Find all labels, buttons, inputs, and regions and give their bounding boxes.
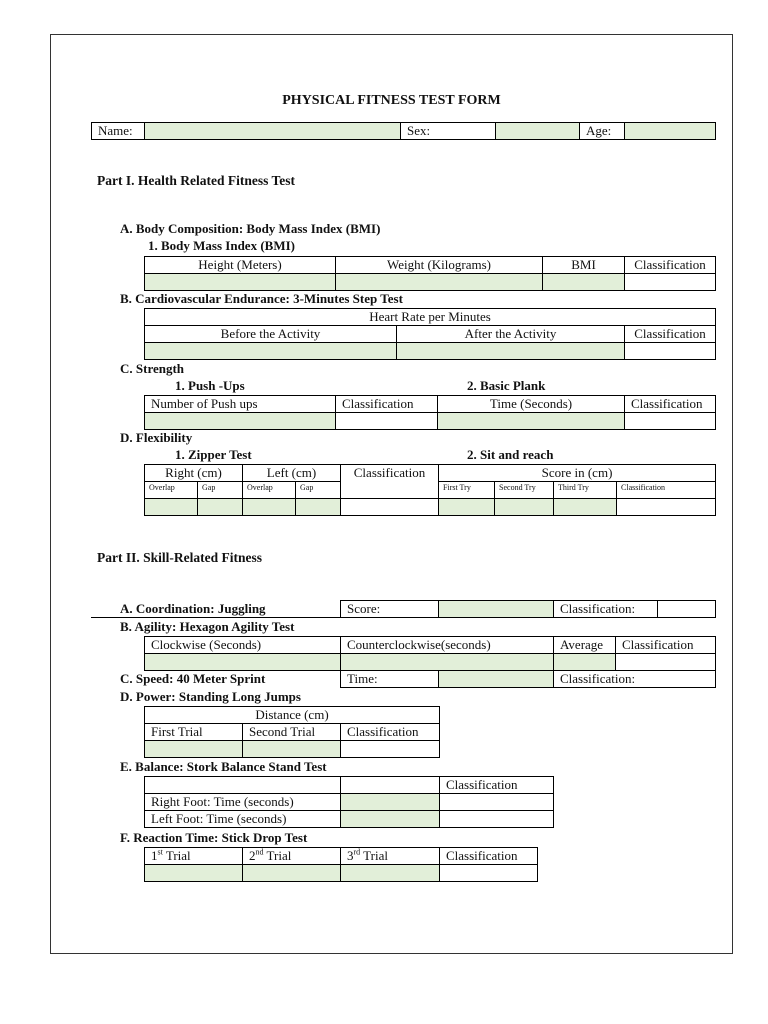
sprint-time-label: Time: xyxy=(341,671,439,688)
cardio-col-after: After the Activity xyxy=(397,326,625,343)
agility-col-average: Average xyxy=(554,637,616,654)
part2-title: Part II. Skill-Related Fitness xyxy=(97,550,262,565)
bmi-col-bmi: BMI xyxy=(543,257,625,274)
sit-reach-classification-input[interactable] xyxy=(617,499,716,516)
plank-subtitle: 2. Basic Plank xyxy=(467,378,546,393)
bmi-classification-input[interactable] xyxy=(625,274,716,291)
agility-classification-input[interactable] xyxy=(616,654,716,671)
sprint-time-input[interactable] xyxy=(439,671,554,688)
bmi-section-title: A. Body Composition: Body Mass Index (BMI) xyxy=(120,221,381,236)
age-field[interactable] xyxy=(625,123,716,140)
left-foot-time-input[interactable] xyxy=(341,811,440,828)
left-overlap-label: Overlap xyxy=(243,482,296,499)
sprint-classification-label: Classification: xyxy=(554,671,716,688)
flexibility-table xyxy=(144,464,716,516)
agility-col-clockwise: Clockwise (Seconds) xyxy=(145,637,341,654)
strength-col-plank-classification: Classification xyxy=(625,396,716,413)
power-col-second-trial: Second Trial xyxy=(243,724,341,741)
first-try-label: First Try xyxy=(439,482,495,499)
strength-section-title: C. Strength xyxy=(120,361,185,376)
bmi-input[interactable] xyxy=(543,274,625,291)
bmi-col-classification: Classification xyxy=(625,257,716,274)
strength-col-pushups-classification: Classification xyxy=(336,396,438,413)
part1-title: Part I. Health Related Fitness Test xyxy=(97,173,295,188)
agility-section-title: B. Agility: Hexagon Agility Test xyxy=(120,619,295,634)
bmi-table xyxy=(144,256,716,291)
first-try-input[interactable] xyxy=(439,499,495,516)
zipper-classification-header: Classification xyxy=(341,465,439,499)
cardio-col-classification: Classification xyxy=(625,326,716,343)
reaction-classification-input[interactable] xyxy=(440,865,538,882)
reaction-third-trial-input[interactable] xyxy=(341,865,440,882)
right-foot-classification-input[interactable] xyxy=(440,794,554,811)
coordination-underline xyxy=(91,617,340,618)
right-foot-label: Right Foot: Time (seconds) xyxy=(145,794,341,811)
juggling-classification-input[interactable] xyxy=(658,601,716,618)
third-try-input[interactable] xyxy=(554,499,617,516)
name-label: Name: xyxy=(92,123,145,140)
weight-input[interactable] xyxy=(336,274,543,291)
zipper-right-header: Right (cm) xyxy=(145,465,243,482)
first-trial-input[interactable] xyxy=(145,741,243,758)
second-try-input[interactable] xyxy=(495,499,554,516)
zipper-classification-input[interactable] xyxy=(341,499,439,516)
balance-table xyxy=(144,776,554,828)
plank-time-input[interactable] xyxy=(438,413,625,430)
name-field[interactable] xyxy=(145,123,401,140)
power-col-classification: Classification xyxy=(341,724,440,741)
left-foot-label: Left Foot: Time (seconds) xyxy=(145,811,341,828)
reaction-col-first-trial: 1st Trial xyxy=(145,848,243,865)
pushups-classification-input[interactable] xyxy=(336,413,438,430)
cardio-table xyxy=(144,308,716,360)
reaction-col-third-trial: 3rd Trial xyxy=(341,848,440,865)
distance-header: Distance (cm) xyxy=(145,707,440,724)
bmi-subtitle: 1. Body Mass Index (BMI) xyxy=(148,238,295,253)
juggling-score-input[interactable] xyxy=(439,601,554,618)
coordination-section-title: A. Coordination: Juggling xyxy=(120,601,266,616)
plank-classification-input[interactable] xyxy=(625,413,716,430)
power-table xyxy=(144,706,440,758)
cardio-classification-input[interactable] xyxy=(625,343,716,360)
juggling-classification-label: Classification: xyxy=(554,601,658,618)
balance-blank-header xyxy=(145,777,341,794)
second-try-label: Second Try xyxy=(495,482,554,499)
heart-rate-header: Heart Rate per Minutes xyxy=(145,309,716,326)
juggling-score-label: Score: xyxy=(341,601,439,618)
sit-reach-subtitle: 2. Sit and reach xyxy=(467,447,554,462)
balance-col-classification: Classification xyxy=(440,777,554,794)
left-gap-label: Gap xyxy=(296,482,341,499)
reaction-col-classification: Classification xyxy=(440,848,538,865)
cardio-section-title: B. Cardiovascular Endurance: 3-Minutes Step Test xyxy=(120,291,403,306)
left-gap-input[interactable] xyxy=(296,499,341,516)
power-section-title: D. Power: Standing Long Jumps xyxy=(120,689,301,704)
sit-reach-score-header: Score in (cm) xyxy=(439,465,716,482)
reaction-table xyxy=(144,847,538,882)
before-activity-input[interactable] xyxy=(145,343,397,360)
agility-col-counterclockwise: Counterclockwise(seconds) xyxy=(341,637,554,654)
balance-blank-header-2 xyxy=(341,777,440,794)
bmi-col-weight: Weight (Kilograms) xyxy=(336,257,543,274)
agility-average-input[interactable] xyxy=(554,654,616,671)
after-activity-input[interactable] xyxy=(397,343,625,360)
reaction-col-second-trial: 2nd Trial xyxy=(243,848,341,865)
right-foot-time-input[interactable] xyxy=(341,794,440,811)
form-page xyxy=(50,34,733,954)
pushups-subtitle: 1. Push -Ups xyxy=(175,378,245,393)
strength-col-plank-time: Time (Seconds) xyxy=(438,396,625,413)
reaction-second-trial-input[interactable] xyxy=(243,865,341,882)
second-trial-input[interactable] xyxy=(243,741,341,758)
power-col-first-trial: First Trial xyxy=(145,724,243,741)
zipper-left-header: Left (cm) xyxy=(243,465,341,482)
speed-section-title: C. Speed: 40 Meter Sprint xyxy=(120,671,266,686)
third-try-label: Third Try xyxy=(554,482,617,499)
left-foot-classification-input[interactable] xyxy=(440,811,554,828)
bmi-col-height: Height (Meters) xyxy=(145,257,336,274)
speed-table xyxy=(340,670,716,688)
flexibility-section-title: D. Flexibility xyxy=(120,430,193,445)
zipper-subtitle: 1. Zipper Test xyxy=(175,447,252,462)
counterclockwise-input[interactable] xyxy=(341,654,554,671)
reaction-section-title: F. Reaction Time: Stick Drop Test xyxy=(120,830,308,845)
agility-col-classification: Classification xyxy=(616,637,716,654)
right-gap-input[interactable] xyxy=(198,499,243,516)
sit-reach-classification-label: Classification xyxy=(617,482,716,499)
right-gap-label: Gap xyxy=(198,482,243,499)
clockwise-input[interactable] xyxy=(145,654,341,671)
sex-field[interactable] xyxy=(496,123,580,140)
right-overlap-input[interactable] xyxy=(145,499,198,516)
left-overlap-input[interactable] xyxy=(243,499,296,516)
reaction-first-trial-input[interactable] xyxy=(145,865,243,882)
power-classification-input[interactable] xyxy=(341,741,440,758)
form-title: PHYSICAL FITNESS TEST FORM xyxy=(282,93,501,108)
sex-label: Sex: xyxy=(401,123,496,140)
balance-section-title: E. Balance: Stork Balance Stand Test xyxy=(120,759,327,774)
header-fields-table xyxy=(91,122,716,140)
strength-table xyxy=(144,395,716,430)
right-overlap-label: Overlap xyxy=(145,482,198,499)
age-label: Age: xyxy=(580,123,625,140)
strength-col-pushups: Number of Push ups xyxy=(145,396,336,413)
cardio-col-before: Before the Activity xyxy=(145,326,397,343)
agility-table xyxy=(144,636,716,671)
height-input[interactable] xyxy=(145,274,336,291)
coordination-table xyxy=(340,600,716,618)
pushups-input[interactable] xyxy=(145,413,336,430)
